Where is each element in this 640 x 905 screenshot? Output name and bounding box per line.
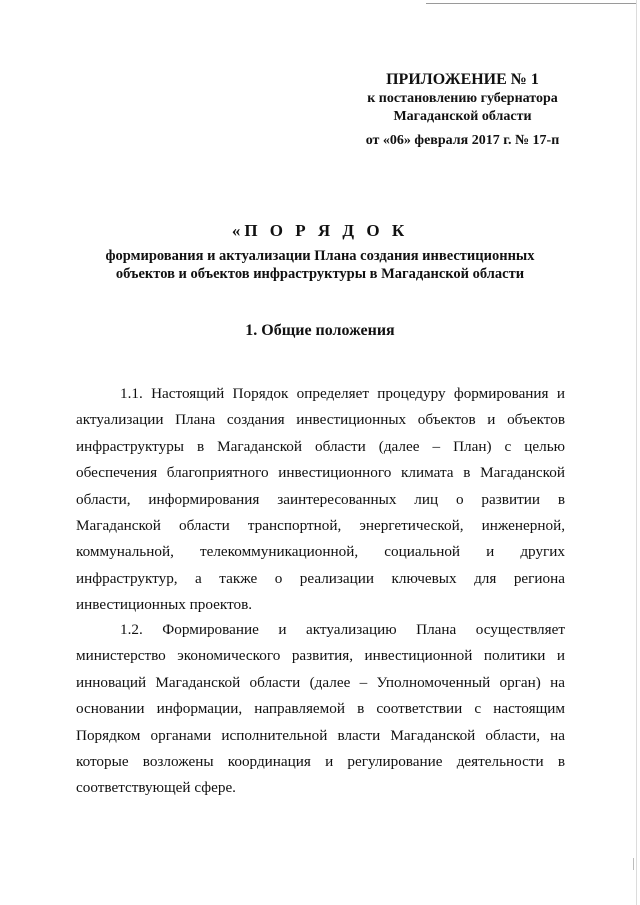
document-subtitle-line-2: объектов и объектов инфраструктуры в Магаданской области [115,266,525,282]
attachment-line-2: Магаданской области [393,109,532,124]
attachment-line-1: к постановлению губернатора [367,91,558,106]
document-subtitle-line-1: формирования и актуализации Плана создания инвестиционных [105,248,535,264]
scan-top-rule [426,3,636,4]
attachment-title: ПРИЛОЖЕНИЕ № 1 [386,71,539,88]
document-title: «П О Р Я Д О К [231,221,409,240]
section-body-1 [76,381,565,619]
section-heading: 1. Общие положения [245,322,395,339]
attachment-block [355,70,570,150]
section-body-2 [76,617,565,802]
document-subtitle [80,247,560,283]
paragraph-1-2: 1.2. Формирование и актуализацию Плана осуществляет министерство экономического развития, инвестиционной политики и инноваций Магаданской области (далее – Уполномоченный орган) на основании информации, направляемой в соответствии с настоящим Порядком органами исполнительной власти Магаданской области, на которые возложены координация и регулирование деятельности в соответствующей сфере. [76,621,565,797]
scan-edge-mark [633,858,634,870]
attachment-date: от «06» февраля 2017 г. № 17-п [365,133,560,148]
paragraph-1-1: 1.1. Настоящий Порядок определяет процедуру формирования и актуализации Плана создания инвестиционных объектов и объектов инфраструктуры в Магаданской области (далее – План) с целью обеспечения благоприятного инвестиционного климата в Магаданской области, информирования заинтересованных лиц о развитии в Магаданской области транспортной, энергетической, инженерной, коммунальной, телекоммуникационной, социальной и других инфраструктур, а также о реализации ключевых для региона инвестиционных проектов. [76,385,565,614]
scan-page-edge [636,0,637,905]
